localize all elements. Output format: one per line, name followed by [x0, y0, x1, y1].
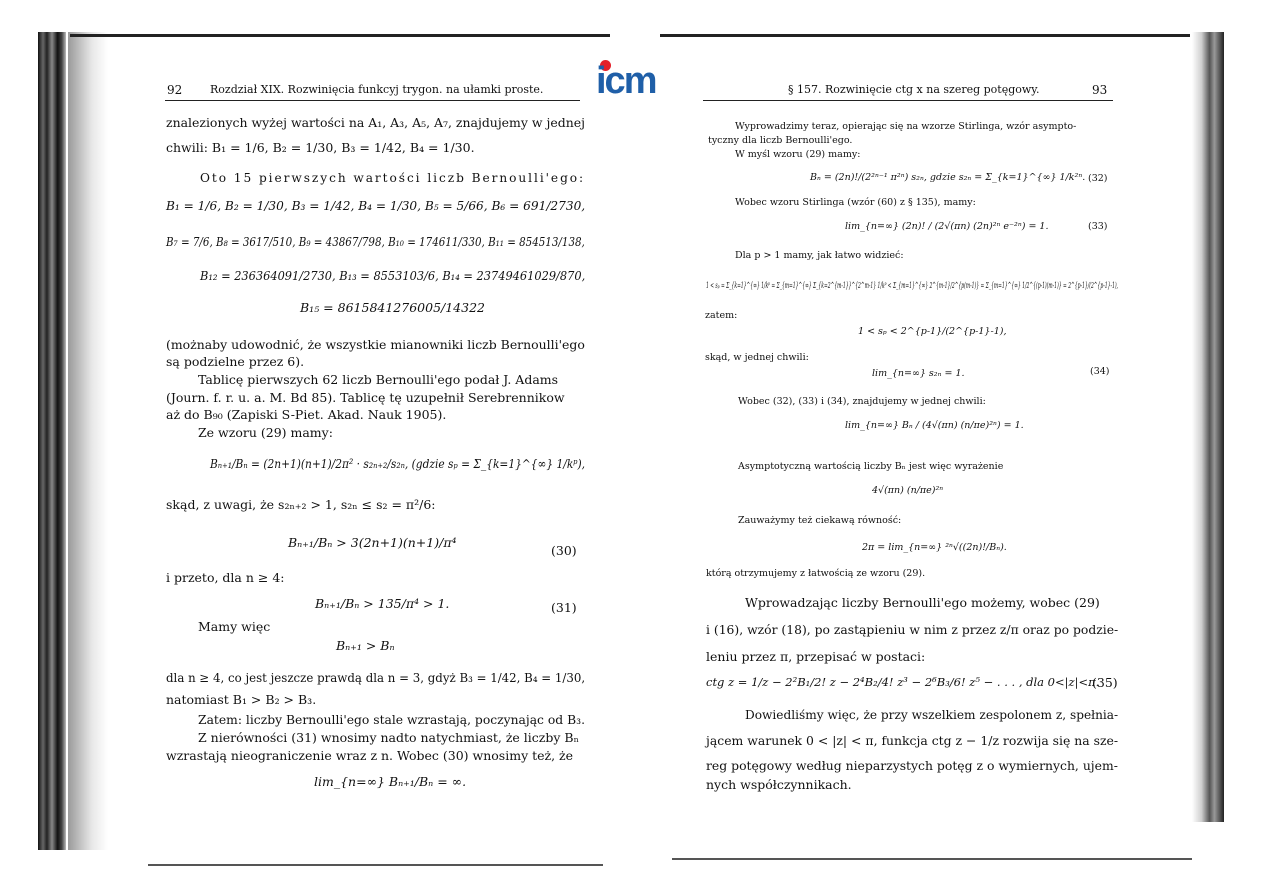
left-book-spine [38, 32, 66, 850]
text-line: Zatem: liczby Bernoulli'ego stale wzrastają, poczynając od B₃. [198, 712, 586, 727]
text-line: Dla p > 1 mamy, jak łatwo widzieć: [735, 250, 904, 261]
text-line: wzrastają nieograniczenie wraz z n. Wobec (30) wnosimy też, że [166, 748, 574, 763]
text-line: skąd, w jednej chwili: [705, 352, 809, 363]
text-line: znalezionych wyżej wartości na A₁, A₃, A₅, A₇, znajdujemy w jednej [166, 115, 586, 130]
text-line: i przeto, dla n ≥ 4: [166, 570, 285, 585]
text-line: natomiast B₁ > B₂ > B₃. [166, 692, 317, 707]
equation-line: 2π = lim_{n=∞} ²ⁿ√((2n)!/Bₙ). [862, 542, 1007, 553]
equation-line: lim_{n=∞} Bₙ / (4√(πn) (n/πe)²ⁿ) = 1. [845, 420, 1024, 431]
text-line: Oto 15 pierwszych wartości liczb Bernoulli'ego: [200, 170, 586, 185]
text-line: Wyprowadzimy teraz, opierając się na wzorze Stirlinga, wzór asympto- [735, 121, 1077, 132]
equation-line: 1 < sₚ < 2^{p-1}/(2^{p-1}-1), [858, 326, 1007, 337]
running-head: § 157. Rozwinięcie ctg x na szereg potęgowy. [788, 83, 1040, 96]
header-rule [703, 100, 1113, 101]
equation-line: B₁₂ = 236364091/2730, B₁₃ = 8553103/6, B₁₄ = 23749461029/870, [200, 268, 586, 283]
equation-line: B₁₅ = 8615841276005/14322 [300, 300, 485, 315]
text-line: tyczny dla liczb Bernoulli'ego. [708, 135, 853, 146]
bottom-edge-line [148, 864, 603, 866]
text-line: i (16), wzór (18), po zastąpieniu w nim z przez z/π oraz po podzie- [706, 622, 1119, 637]
text-line: Dowiedliśmy więc, że przy wszelkiem zespolonem z, spełnia- [745, 707, 1119, 722]
text-line: Wobec wzoru Stirlinga (wzór (60) z § 135), mamy: [735, 197, 976, 208]
equation-line: Bₙ = (2n)!/(2²ⁿ⁻¹ π²ⁿ) s₂ₙ, gdzie s₂ₙ = Σ_{k=1}^{∞} 1/k²ⁿ. [810, 172, 1086, 183]
header-rule [165, 100, 580, 101]
text-line: nych współczynnikach. [706, 777, 852, 792]
text-line: Mamy więc [198, 619, 271, 634]
text-line: chwili: B₁ = 1/6, B₂ = 1/30, B₃ = 1/42, B₄ = 1/30. [166, 140, 475, 155]
equation-line: lim_{n=∞} Bₙ₊₁/Bₙ = ∞. [314, 774, 467, 789]
equation-number: (32) [1088, 173, 1108, 184]
text-line: Asymptotyczną wartością liczby Bₙ jest więc wyrażenie [738, 461, 1004, 472]
equation-number: (34) [1090, 366, 1110, 377]
text-line: (Journ. f. r. u. a. M. Bd 85). Tablicę tę uzupełnił Serebrennikow [166, 390, 565, 405]
equation-line: Bₙ₊₁/Bₙ > 3(2n+1)(n+1)/π⁴ [288, 535, 457, 550]
equation-line: lim_{n=∞} s₂ₙ = 1. [872, 368, 965, 379]
text-line: (możnaby udowodnić, że wszystkie mianowniki liczb Bernoulli'ego [166, 337, 585, 352]
bottom-edge-line [672, 858, 1192, 860]
equation-number: (33) [1088, 221, 1108, 232]
text-line: zatem: [705, 310, 738, 321]
equation-line: ctg z = 1/z − 2²B₁/2! z − 2⁴B₂/4! z³ − 2⁶B₃/6! z⁵ − . . . , dla 0<|z|<π. [706, 675, 1100, 689]
icm-logo [596, 58, 666, 100]
text-line: Z nierówności (31) wnosimy nadto natychmiast, że liczby Bₙ [198, 730, 579, 745]
text-line: Wobec (32), (33) i (34), znajdujemy w jednej chwili: [738, 396, 986, 407]
text-line: Tablicę pierwszych 62 liczb Bernoulli'ego podał J. Adams [198, 372, 559, 387]
text-line: skąd, z uwagi, że s₂ₙ₊₂ > 1, s₂ₙ ≤ s₂ = π²/6: [166, 497, 436, 512]
top-edge-line [70, 34, 610, 37]
text-line: W myśl wzoru (29) mamy: [735, 149, 861, 160]
top-edge-line [660, 34, 1190, 37]
page-number: 92 [167, 83, 183, 97]
equation-line: 1 < sₚ = Σ_{k=1}^{∞} 1/kᵖ = Σ_{m=1}^{∞} Σ_{k=2^{m-1}}^{2^m-1} 1/kᵖ < Σ_{m=1}^{∞} 2^{m-1}/2^{p(m-1)} = Σ_{m=1}^{∞} 1/2^{(p-1)(m-1)} = 2^{p-1}/(2^{p-1}-1), [706, 280, 1118, 290]
running-head: Rozdział XIX. Rozwinięcia funkcyj trygon. na ułamki proste. [210, 83, 544, 96]
equation-line: Bₙ₊₁/Bₙ > 135/π⁴ > 1. [315, 596, 450, 611]
equation-line: lim_{n=∞} (2n)! / (2√(πn) (2n)²ⁿ e⁻²ⁿ) = 1. [845, 221, 1049, 232]
text-line: jącem warunek 0 < |z| < π, funkcja ctg z − 1/z rozwija się na sze- [706, 733, 1119, 748]
equation-line: 4√(πn) (n/πe)²ⁿ [872, 485, 944, 496]
equation-line: Bₙ₊₁/Bₙ = (2n+1)(n+1)/2π² · s₂ₙ₊₂/s₂ₙ, (gdzie sₚ = Σ_{k=1}^{∞} 1/kᵖ), [210, 456, 586, 471]
text-line: Zauważymy też ciekawą równość: [738, 515, 902, 526]
equation-number: (31) [551, 600, 577, 615]
equation-number: (35) [1092, 675, 1118, 690]
equation-line: B₁ = 1/6, B₂ = 1/30, B₃ = 1/42, B₄ = 1/30, B₅ = 5/66, B₆ = 691/2730, [166, 198, 586, 213]
equation-line: Bₙ₊₁ > Bₙ [336, 638, 395, 653]
right-book-spine [1192, 32, 1224, 822]
text-line: dla n ≥ 4, co jest jeszcze prawdą dla n = 3, gdyż B₃ = 1/42, B₄ = 1/30, [166, 670, 586, 685]
text-line: którą otrzymujemy z łatwością ze wzoru (29). [706, 568, 926, 579]
equation-line: B₇ = 7/6, B₈ = 3617/510, B₉ = 43867/798, B₁₀ = 174611/330, B₁₁ = 854513/138, [166, 234, 585, 249]
text-line: reg potęgowy według nieparzystych potęg z o wymiernych, ujem- [706, 758, 1118, 773]
text-line: leniu przez π, przepisać w postaci: [706, 649, 926, 664]
text-line: Ze wzoru (29) mamy: [198, 425, 333, 440]
text-line: Wprowadzając liczby Bernoulli'ego możemy, wobec (29) [745, 595, 1100, 610]
page-number: 93 [1092, 83, 1108, 97]
equation-number: (30) [551, 543, 577, 558]
text-line: są podzielne przez 6). [166, 354, 305, 369]
logo-text: icm [596, 60, 656, 102]
text-line: aż do B₉₀ (Zapiski S-Piet. Akad. Nauk 1905). [166, 407, 447, 422]
